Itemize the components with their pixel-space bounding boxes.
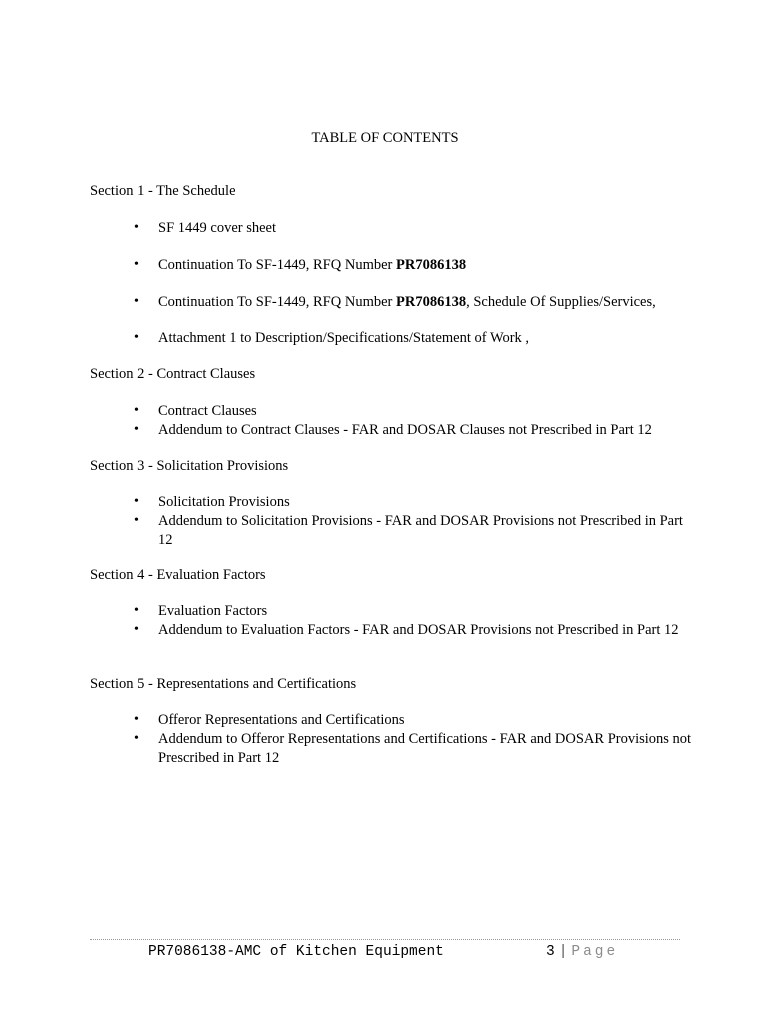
item-text: Contract Clauses	[158, 403, 257, 419]
page-word: Page	[571, 944, 619, 960]
bullet-icon: •	[134, 513, 139, 528]
item-text: Attachment 1 to Description/Specifications/Statement of Work ,	[158, 330, 530, 346]
bullet-icon: •	[134, 494, 139, 509]
bullet-icon: •	[134, 330, 139, 345]
bullet-icon: •	[134, 220, 139, 235]
page-number: 3	[546, 944, 555, 960]
bullet-icon: •	[134, 622, 139, 637]
rfq-number: PR7086138	[395, 294, 467, 310]
bullet-icon: •	[134, 422, 139, 437]
section-1-item-2	[134, 256, 698, 275]
section-5-item-1	[134, 711, 698, 730]
bullet-icon: •	[134, 731, 139, 746]
section-1-item-1	[134, 219, 698, 238]
footer-page-indicator	[546, 942, 618, 962]
item-text-post: , Schedule Of Supplies/Services,	[466, 294, 656, 310]
section-2-item-1	[134, 402, 698, 421]
section-3-item-1	[134, 493, 698, 512]
bullet-icon: •	[134, 603, 139, 618]
footer-doc-label: PR7086138-AMC of Kitchen Equipment	[148, 944, 444, 960]
item-text: Addendum to Offeror Representations and Certifications - FAR and DOSAR Provisions not Prescribed in Part 12	[158, 731, 692, 766]
item-text: Offeror Representations and Certifications	[158, 712, 405, 728]
section-5-heading: Section 5 - Representations and Certifications	[90, 676, 357, 692]
section-4-heading: Section 4 - Evaluation Factors	[90, 567, 266, 583]
rfq-number: PR7086138	[395, 257, 467, 273]
section-3-heading: Section 3 - Solicitation Provisions	[90, 458, 289, 474]
footer-divider	[90, 939, 680, 940]
section-2-item-2	[134, 421, 698, 440]
item-text: SF 1449 cover sheet	[158, 220, 276, 236]
footer-separator: |	[558, 944, 568, 960]
item-text-pre: Continuation To SF-1449, RFQ Number	[158, 294, 396, 310]
bullet-icon: •	[134, 403, 139, 418]
section-1-item-4	[134, 329, 698, 348]
section-4-item-1	[134, 602, 698, 621]
section-4-item-2	[134, 621, 698, 640]
item-text: Addendum to Solicitation Provisions - FAR and DOSAR Provisions not Prescribed in Part 12	[158, 513, 683, 548]
bullet-icon: •	[134, 294, 139, 309]
item-text: Evaluation Factors	[158, 603, 268, 619]
item-text-pre: Continuation To SF-1449, RFQ Number	[158, 257, 396, 273]
item-text: Solicitation Provisions	[158, 494, 290, 510]
item-text: Addendum to Evaluation Factors - FAR and DOSAR Provisions not Prescribed in Part 12	[158, 622, 679, 638]
bullet-icon: •	[134, 257, 139, 272]
section-3-item-2	[134, 512, 698, 549]
toc-title: TABLE OF CONTENTS	[311, 130, 459, 146]
section-1-heading: Section 1 - The Schedule	[90, 183, 236, 199]
section-2-heading: Section 2 - Contract Clauses	[90, 366, 256, 382]
bullet-icon: •	[134, 712, 139, 727]
section-1-item-3	[134, 293, 698, 312]
section-5-item-2	[134, 730, 698, 767]
item-text: Addendum to Contract Clauses - FAR and DOSAR Clauses not Prescribed in Part 12	[158, 422, 652, 438]
